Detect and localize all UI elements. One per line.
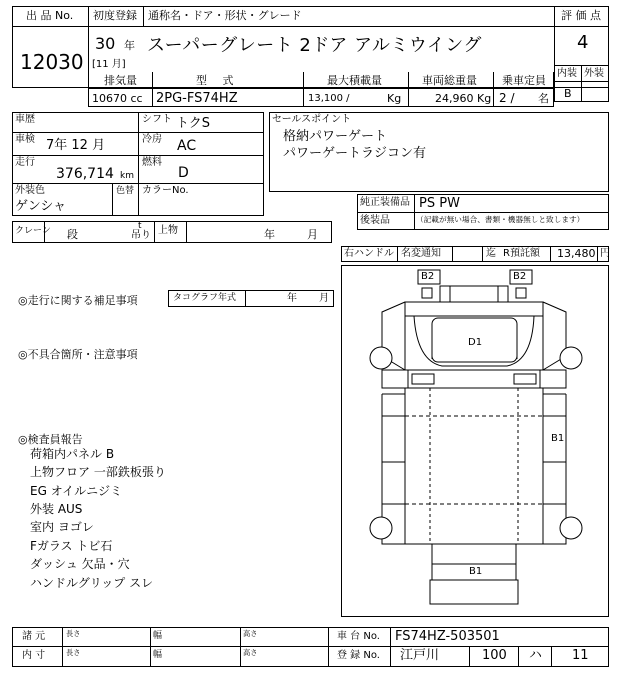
capacity-label: 乗車定員 <box>502 74 546 87</box>
damage-mark-d1: D1 <box>468 337 483 348</box>
aftermarket-note: （記載が無い場合、書類・機器無しと致します） <box>416 216 585 225</box>
dim-length-label: 長さ <box>66 649 81 658</box>
recycle-label: R預託額 <box>503 248 540 259</box>
registration-area: 江戸川 <box>400 648 440 663</box>
dim-width-label: 幅 <box>153 650 163 660</box>
truck-diagram <box>341 265 609 617</box>
exterior-grade-label: 外装 <box>584 68 604 79</box>
crane-label: クレーン <box>15 226 51 236</box>
first-reg-label: 初度登録 <box>93 9 137 22</box>
reg-year: 30 <box>95 34 116 53</box>
driving-notes-title: ◎走行に関する補足事項 <box>18 294 138 307</box>
damage-mark-b1-side: B1 <box>551 433 565 444</box>
crane-month: 月 <box>307 228 318 241</box>
tachograph-month: 月 <box>319 293 329 304</box>
inspector-line-3: EG オイルニジミ <box>30 484 123 498</box>
mileage-value: 376,714 <box>56 166 114 182</box>
sales-point-line-1: 格納パワーゲート <box>283 129 388 144</box>
spec-length-label: 長さ <box>66 630 81 639</box>
crane-year: 年 <box>264 228 275 241</box>
dim-height-label: 高さ <box>243 649 258 658</box>
defect-notes-title: ◎不具合箇所・注意事項 <box>18 348 138 361</box>
model-code-value: 2PG-FS74HZ <box>156 91 238 106</box>
yen-unit: 円 <box>600 248 610 259</box>
mileage-label: 走行 <box>15 157 35 168</box>
ext-color-label: 外装色 <box>15 185 45 196</box>
spec-height-label: 高さ <box>243 630 258 639</box>
inspector-line-5: 室内 ヨゴレ <box>30 520 94 534</box>
crane-ton-top: t <box>138 221 142 231</box>
color-change-label: 色替 <box>116 186 135 196</box>
crane-ton: 吊り <box>131 230 151 241</box>
inspector-title: ◎検査員報告 <box>18 433 83 446</box>
model-code-label: 型 式 <box>196 74 240 87</box>
gross-weight-value: 24,960 Kg <box>435 92 492 105</box>
tachograph-label: タコグラフ年式 <box>173 293 237 303</box>
ac-label: 冷房 <box>142 134 162 145</box>
sales-point-line-2: パワーゲートラジコン有 <box>283 146 427 161</box>
tachograph-year: 年 <box>287 293 297 304</box>
spec-label: 諸 元 <box>22 631 46 642</box>
damage-mark-b2-left: B2 <box>421 271 435 282</box>
inspection-label: 車検 <box>15 134 35 145</box>
chassis-label: 車 台 No. <box>337 631 380 642</box>
aftermarket-label: 後装品 <box>360 215 390 226</box>
interior-grade: B <box>564 87 572 100</box>
inspector-line-1: 荷箱内パネル B <box>30 447 115 461</box>
displacement-label: 排気量 <box>104 74 137 87</box>
handle-value: 右ハンドル <box>344 248 394 259</box>
grade-label: 評 価 点 <box>561 9 601 22</box>
capacity-unit: 名 <box>538 92 549 105</box>
ac-value: AC <box>177 138 197 154</box>
capacity-value: 2 / <box>499 91 515 105</box>
interior-grade-label: 内装 <box>557 68 577 79</box>
equipment-label: 純正装備品 <box>360 197 410 208</box>
model-label: 通称名・ドア・形状・グレード <box>148 9 302 22</box>
damage-mark-b2-right: B2 <box>513 271 527 282</box>
reg-month: [11 月] <box>92 59 126 70</box>
max-load-value: 13,100 / <box>308 93 350 104</box>
chassis-number: FS74HZ-503501 <box>395 629 500 644</box>
footer-table <box>12 627 609 667</box>
fuel-value: D <box>178 165 189 181</box>
crane-upper-label: 上物 <box>158 225 178 236</box>
damage-mark-b1-rear: B1 <box>469 566 483 577</box>
name-change-label: 名変通知 <box>401 248 441 259</box>
inspection-value: 7年 12 月 <box>46 138 106 153</box>
lot-number: 12030 <box>20 50 84 74</box>
dimension-label: 内 寸 <box>22 650 46 661</box>
fuel-label: 燃料 <box>142 157 162 168</box>
inspector-line-4: 外装 AUS <box>30 502 83 516</box>
recycle-amount: 13,480 <box>557 247 596 260</box>
crane-stage: 段 <box>67 228 78 241</box>
reg-year-unit: 年 <box>124 39 135 52</box>
spec-width-label: 幅 <box>153 631 163 641</box>
history-label: 車歴 <box>15 114 35 125</box>
shift-value: トクS <box>176 116 210 131</box>
color-code-label: カラーNo. <box>142 185 189 196</box>
ext-color-value: ゲンシャ <box>15 199 67 214</box>
equipment-value: PS PW <box>419 196 460 211</box>
displacement-value: 10670 cc <box>92 92 143 105</box>
registration-label: 登 録 No. <box>337 650 380 661</box>
max-load-unit: Kg <box>387 92 402 105</box>
lot-label: 出 品 No. <box>26 9 74 22</box>
shift-label: シフト <box>142 114 172 125</box>
registration-number: 11 <box>572 648 589 663</box>
registration-kana: ハ <box>529 648 543 663</box>
overall-grade: 4 <box>577 32 589 53</box>
gross-weight-label: 車両総重量 <box>422 74 477 87</box>
max-load-label: 最大積載量 <box>327 74 382 87</box>
inspector-line-7: ダッシュ 欠品・穴 <box>30 557 130 571</box>
inspector-line-2: 上物フロア 一部鉄板張り <box>30 465 166 479</box>
deadline-label: 迄 <box>486 248 496 259</box>
mileage-unit: km <box>120 171 134 181</box>
inspector-line-8: ハンドルグリップ スレ <box>30 576 154 590</box>
vehicle-name: スーパーグレート 2ドア アルミウイング <box>147 35 482 56</box>
inspector-line-6: Fガラス トビ石 <box>30 539 113 553</box>
sales-point-label: セールスポイント <box>272 114 352 125</box>
registration-class: 100 <box>482 648 507 663</box>
